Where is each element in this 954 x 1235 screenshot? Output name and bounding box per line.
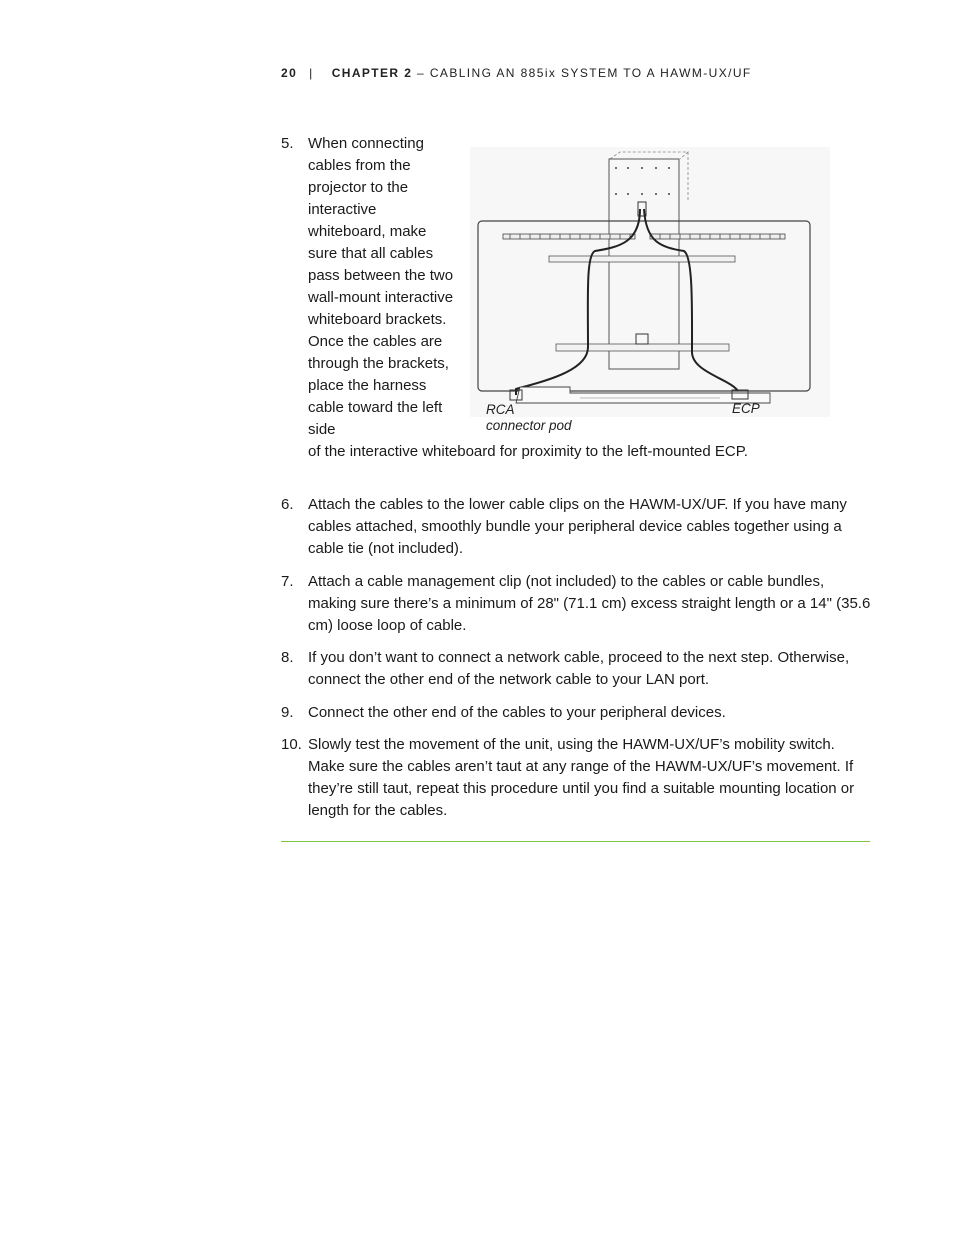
step-number: 9.: [281, 704, 294, 721]
page-number: 20: [281, 66, 298, 80]
whiteboard-cabling-diagram: [470, 147, 830, 437]
ecp-label: ECP: [732, 401, 760, 416]
chapter-label: CHAPTER 2: [331, 66, 413, 80]
step-number: 10.: [281, 736, 302, 753]
step-8: [281, 647, 871, 691]
section-divider: [281, 841, 870, 842]
step-10: [281, 734, 871, 822]
step-text: Attach a cable management clip (not included) to the cables or cable bundles, making sure there’s a minimum of 28" (71.1 cm) excess straight length or a 14" (35.6 cm) loose loop of cable.: [308, 573, 871, 634]
step-7: [281, 571, 871, 637]
step-number: 7.: [281, 573, 294, 590]
step-number: 6.: [281, 496, 294, 513]
step-text: Connect the other end of the cables to your peripheral devices.: [308, 704, 726, 721]
rca-connector-pod-label: RCA connector pod: [486, 402, 572, 433]
step-text-wrapped: When connecting cables from the projector to the interactive whiteboard, make sure that all cables pass between the two wall-mount interactive whiteboard brackets. Once the cables are through the brackets, place the harness cable toward the left side: [308, 135, 454, 438]
step-text: Attach the cables to the lower cable clips on the HAWM-UX/UF. If you have many cables attached, smoothly bundle your peripheral device cables together using a cable tie (not included).: [308, 496, 847, 557]
step-text: If you don’t want to connect a network cable, proceed to the next step. Otherwise, connect the other end of the network cable to your LAN port.: [308, 649, 850, 688]
step-text-tail: of the interactive whiteboard for proximity to the left-mounted ECP.: [308, 443, 748, 460]
step-6: [281, 494, 871, 560]
step-number: 8.: [281, 649, 294, 666]
header-separator: |: [309, 66, 314, 80]
running-header: [281, 66, 752, 80]
step-number: 5.: [281, 135, 294, 152]
step-9: [281, 702, 871, 724]
chapter-title: – CABLING AN 885ix SYSTEM TO A HAWM-UX/UF: [412, 66, 752, 80]
step-text: Slowly test the movement of the unit, using the HAWM-UX/UF’s mobility switch. Make sure the cables aren’t taut at any range of the HAWM-UX/UF’s movement. If they’re still taut, repeat this procedure until you find a suitable mounting location or length for the cables.: [308, 736, 855, 819]
